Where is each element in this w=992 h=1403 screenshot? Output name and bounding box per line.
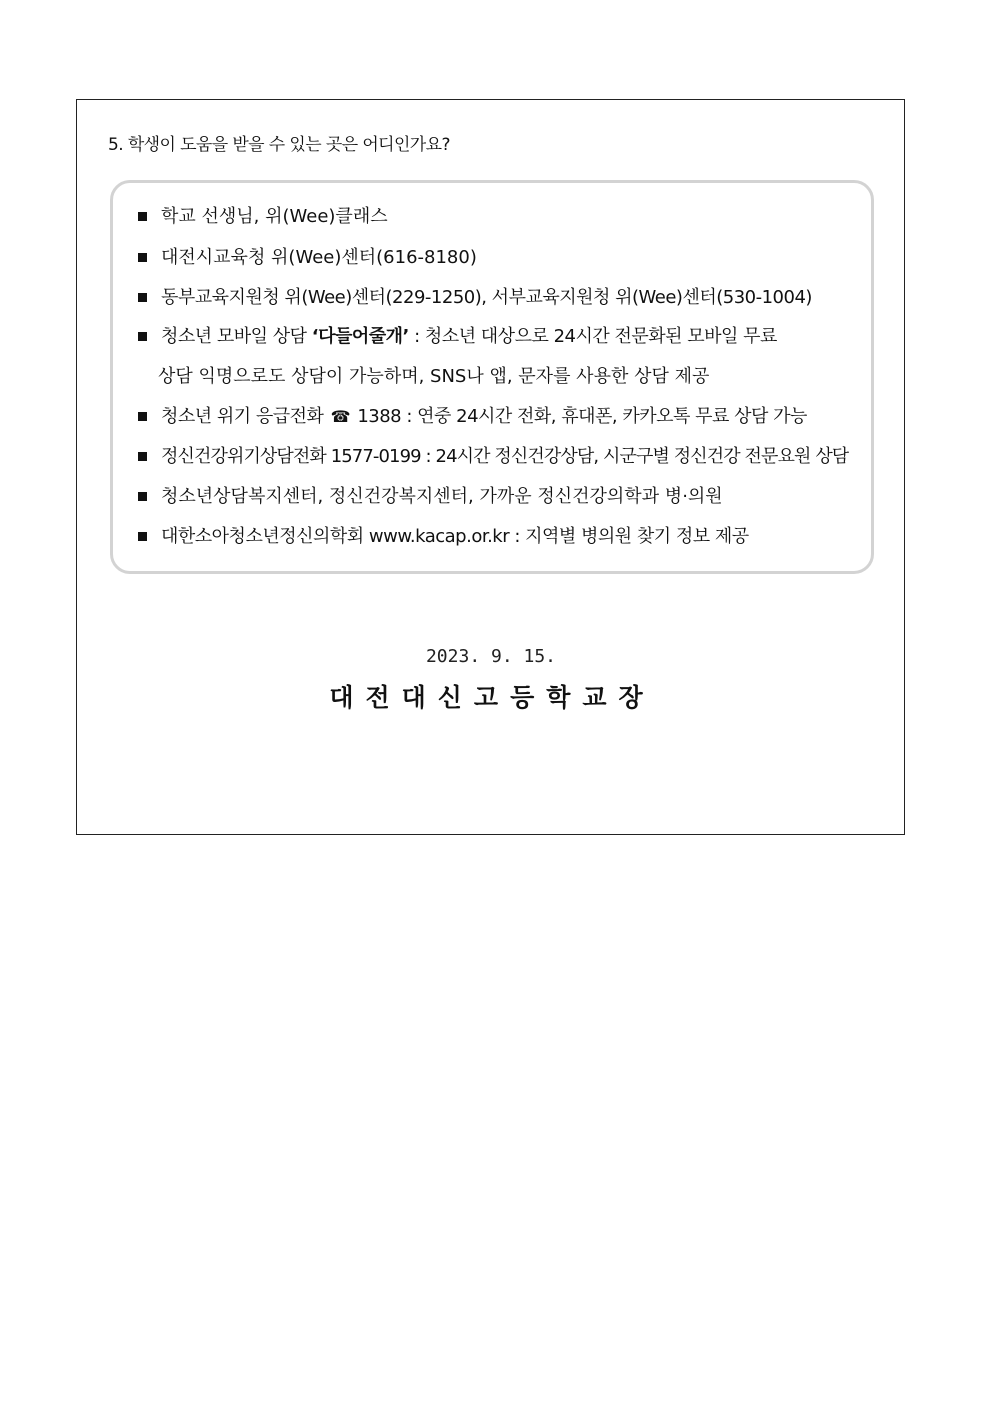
list-item-continuation: 상담 익명으로도 상담이 가능하며, SNS나 앱, 문자를 사용한 상담 제공: [158, 366, 710, 387]
square-bullet-icon: [138, 253, 147, 262]
list-item: 정신건강위기상담전화 1577-0199 : 24시간 정신건강상담, 시군구별 정신건강 전문요원 상담: [138, 445, 848, 469]
list-item: 청소년 모바일 상담 ‘다들어줄개’ : 청소년 대상으로 24시간 전문화된 모바일 무료: [138, 325, 777, 349]
question-heading: 5. 학생이 도움을 받을 수 있는 곳은 어디인가요?: [108, 135, 450, 155]
square-bullet-icon: [138, 293, 147, 302]
document-date: 2023. 9. 15.: [425, 646, 557, 667]
square-bullet-icon: [138, 492, 147, 501]
list-item: 청소년상담복지센터, 정신건강복지센터, 가까운 정신건강의학과 병·의원: [138, 485, 723, 509]
school-principal-signature: 대전대신고등학교장: [329, 683, 655, 712]
list-item: 학교 선생님, 위(Wee)클래스: [138, 205, 388, 229]
list-item: 대한소아청소년정신의학회 www.kacap.or.kr : 지역별 병의원 찾기 정보 제공: [138, 525, 749, 549]
square-bullet-icon: [138, 332, 147, 341]
square-bullet-icon: [138, 452, 147, 461]
square-bullet-icon: [138, 532, 147, 541]
app-name-label: ‘다들어줄개’: [311, 326, 409, 347]
square-bullet-icon: [138, 212, 147, 221]
square-bullet-icon: [138, 412, 147, 421]
list-item: 대전시교육청 위(Wee)센터(616-8180): [138, 246, 477, 270]
list-item: 청소년 위기 응급전화 ☎ 1388 : 연중 24시간 전화, 휴대폰, 카카오톡 무료 상담 가능: [138, 405, 807, 429]
phone-icon: ☎: [330, 407, 351, 426]
list-item: 동부교육지원청 위(Wee)센터(229-1250), 서부교육지원청 위(Wee)센터(530-1004): [138, 286, 812, 310]
